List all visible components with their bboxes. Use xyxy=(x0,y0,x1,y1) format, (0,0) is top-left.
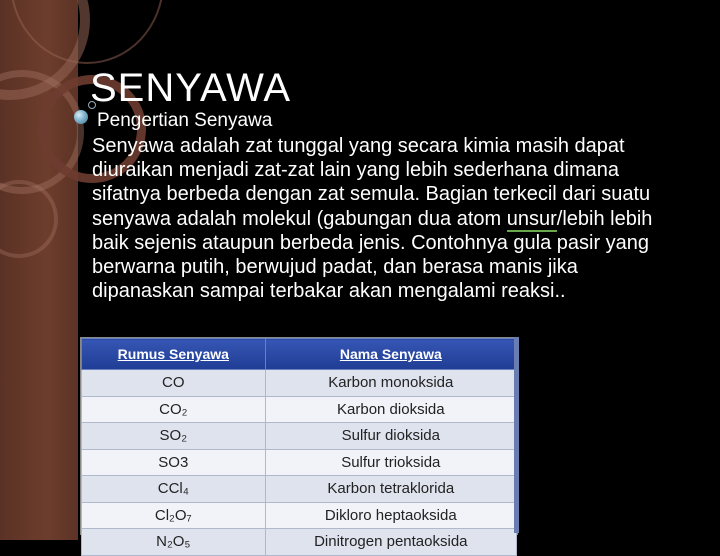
name-cell: Dinitrogen pentaoksida xyxy=(265,529,516,556)
formula-cell: CO xyxy=(82,370,266,397)
table-row xyxy=(82,370,517,397)
formula-cell: CO₂ xyxy=(82,396,266,423)
name-cell: Sulfur trioksida xyxy=(265,449,516,476)
body-text-before: Senyawa adalah zat tunggal yang secara kimia masih dapat diuraikan menjadi zat-zat lain yang lebih sederhana dimana sifatnya berbeda dengan zat semula. Bagian terkecil dari suatu senyawa adalah molekul (gabungan dua atom xyxy=(92,135,651,230)
formula-cell: Cl₂O₇ xyxy=(82,502,266,529)
table-row xyxy=(82,502,517,529)
column-header-formula: Rumus Senyawa xyxy=(82,339,266,370)
column-header-name: Nama Senyawa xyxy=(265,339,516,370)
slide-title: SENYAWA xyxy=(90,66,292,110)
name-cell: Sulfur dioksida xyxy=(265,423,516,450)
formula-cell: N₂O₅ xyxy=(82,529,266,556)
table-row xyxy=(82,396,517,423)
formula-cell: CCl₄ xyxy=(82,476,266,503)
name-cell: Dikloro heptaoksida xyxy=(265,502,516,529)
compound-table xyxy=(80,337,518,551)
name-cell: Karbon dioksida xyxy=(265,396,516,423)
highlighted-word: unsur xyxy=(506,207,557,230)
name-cell: Karbon monoksida xyxy=(265,370,516,397)
body-paragraph xyxy=(92,134,672,337)
table-row xyxy=(82,449,517,476)
table-edge-strip xyxy=(514,337,519,533)
decorative-arc xyxy=(0,180,58,258)
body-text-after: /lebih lebih baik sejenis ataupun berbeda jenis. Contohnya gula pasir yang berwarna putih, berwujud padat, dan berasa manis jika dipanaskan sampai terbakar akan mengalami reaksi.. xyxy=(92,207,653,303)
slide-subtitle: Pengertian Senyawa xyxy=(97,110,273,131)
bullet-icon xyxy=(74,110,88,124)
small-circle-icon xyxy=(88,101,96,109)
table-header-row xyxy=(82,339,517,370)
table-row xyxy=(82,423,517,450)
formula-cell: SO3 xyxy=(82,449,266,476)
name-cell: Karbon tetraklorida xyxy=(265,476,516,503)
formula-cell: SO₂ xyxy=(82,423,266,450)
table-row xyxy=(82,529,517,556)
table-row xyxy=(82,476,517,503)
decorative-ring xyxy=(10,0,164,64)
